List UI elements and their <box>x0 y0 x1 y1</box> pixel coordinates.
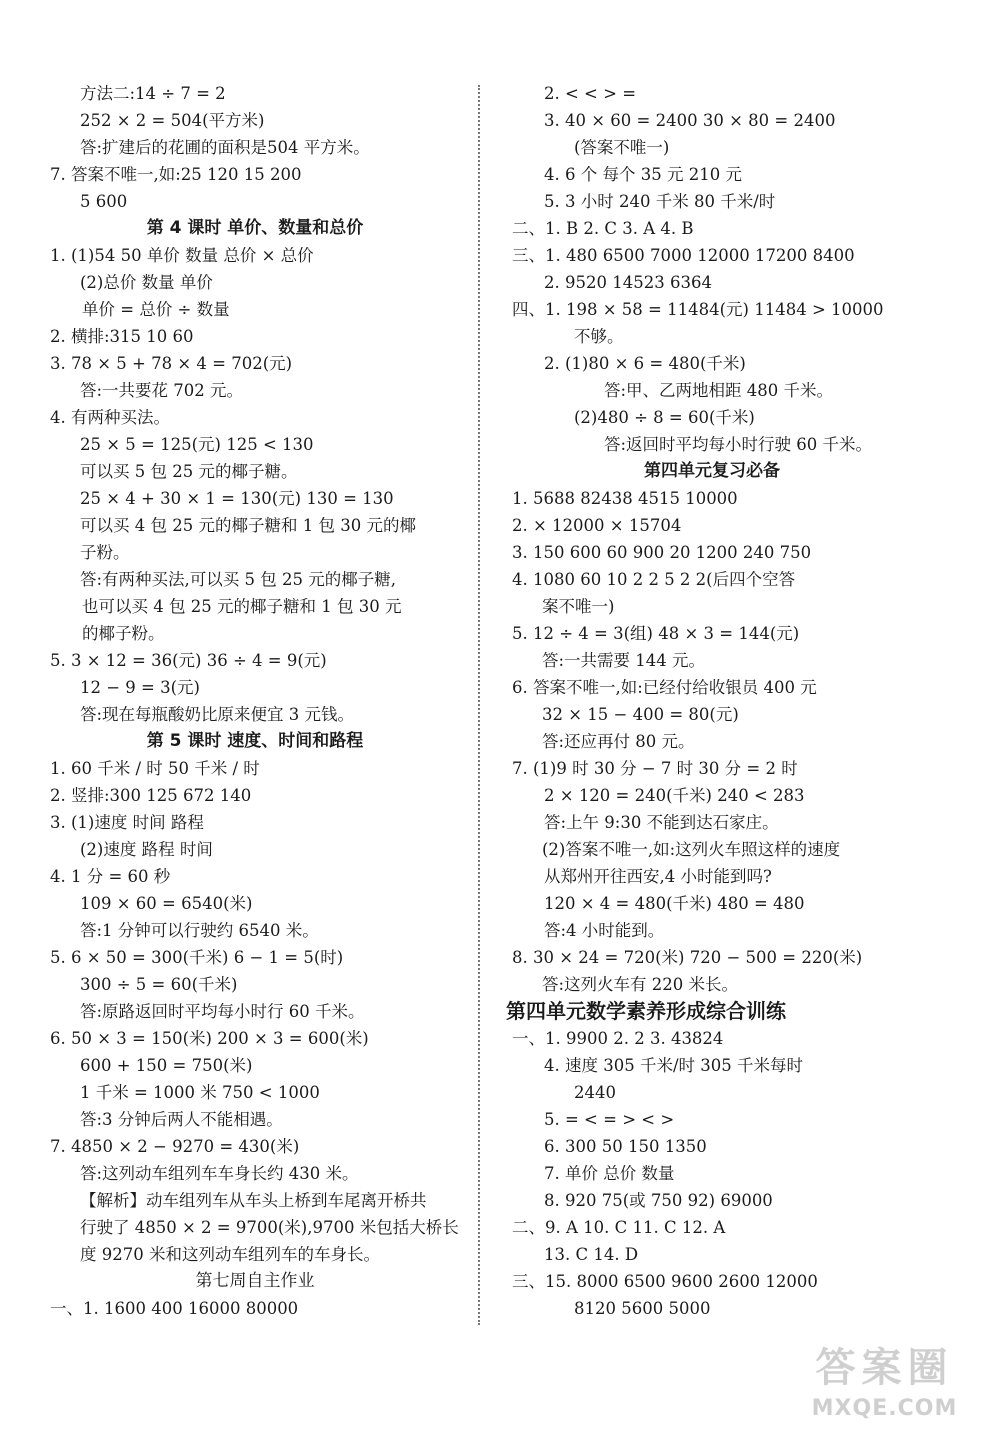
answer-line: 答:上午 9:30 不能到达石家庄。 <box>544 813 779 832</box>
answer-line: 300 ÷ 5 = 60(千米) <box>80 975 238 994</box>
answer-line: 4. 速度 305 千米/时 305 千米每时 <box>544 1056 804 1075</box>
answer-line: 三、15. 8000 6500 9600 2600 12000 <box>512 1272 818 1291</box>
answer-line: 25 × 5 = 125(元) 125 < 130 <box>80 435 314 454</box>
answer-line: 5. 3 小时 240 千米 80 千米/时 <box>544 192 776 211</box>
answer-line: 12 − 9 = 3(元) <box>80 678 200 697</box>
answer-line: 5 600 <box>80 192 128 211</box>
answer-line: 答:这列火车有 220 米长。 <box>542 975 739 994</box>
answer-line: 答:返回时平均每小时行驶 60 千米。 <box>604 435 873 454</box>
answer-line: 5. 3 × 12 = 36(元) 36 ÷ 4 = 9(元) <box>50 651 327 670</box>
answer-line: 2. × 12000 × 15704 <box>512 516 682 535</box>
answer-line: 度 9270 米和这列动车组列车的车身长。 <box>80 1245 380 1264</box>
answer-line: 4. 6 个 每个 35 元 210 元 <box>544 165 742 184</box>
answer-line: 二、1. B 2. C 3. A 4. B <box>512 219 694 238</box>
section-heading: 第四单元数学素养形成综合训练 <box>506 999 786 1023</box>
section-heading: 第 5 课时 速度、时间和路程 <box>146 731 364 751</box>
section-heading: 第四单元复习必备 <box>644 461 780 481</box>
answer-line: 6. 300 50 150 1350 <box>544 1137 707 1156</box>
answer-line: 2. < < > = <box>544 84 637 103</box>
answer-line: 从郑州开往西安,4 小时能到吗? <box>544 867 772 886</box>
answer-line: 8120 5600 5000 <box>574 1299 711 1318</box>
answer-line: 252 × 2 = 504(平方米) <box>80 111 265 130</box>
right-answer-column <box>506 80 912 1322</box>
answer-line: 2 × 120 = 240(千米) 240 < 283 <box>544 786 805 805</box>
answer-line: 【解析】动车组列车从车头上桥到车尾离开桥共 <box>80 1191 427 1210</box>
answer-line: 3. 150 600 60 900 20 1200 240 750 <box>512 543 812 562</box>
answer-line: 一、1. 9900 2. 2 3. 43824 <box>512 1029 724 1048</box>
answer-line: 二、9. A 10. C 11. C 12. A <box>512 1218 726 1237</box>
answer-line: 可以买 5 包 25 元的椰子糖。 <box>80 462 298 481</box>
answer-line: 的椰子粉。 <box>82 624 165 643</box>
answer-line: 6. 答案不唯一,如:已经付给收银员 400 元 <box>512 678 817 697</box>
answer-line: 答:一共需要 144 元。 <box>542 651 706 670</box>
answer-line: 3. (1)速度 时间 路程 <box>50 813 204 832</box>
column-divider <box>478 85 480 1325</box>
answer-line: 案不唯一) <box>542 597 615 616</box>
answer-line: 答:还应再付 80 元。 <box>542 732 695 751</box>
answer-line: (2)速度 路程 时间 <box>80 840 213 859</box>
answer-line: 6. 50 × 3 = 150(米) 200 × 3 = 600(米) <box>50 1029 369 1048</box>
answer-line: 不够。 <box>574 327 624 346</box>
answer-line: 1. (1)54 50 单价 数量 总价 × 总价 <box>50 246 314 265</box>
answer-line: 可以买 4 包 25 元的椰子糖和 1 包 30 元的椰 <box>80 516 416 535</box>
left-answer-column <box>50 80 460 1322</box>
answer-line: 也可以买 4 包 25 元的椰子糖和 1 包 30 元 <box>82 597 402 616</box>
answer-line: 行驶了 4850 × 2 = 9700(米),9700 米包括大桥长 <box>80 1218 459 1237</box>
answer-line: 方法二:14 ÷ 7 = 2 <box>80 84 226 103</box>
section-heading: 第 4 课时 单价、数量和总价 <box>146 218 364 238</box>
answer-line: 2. 9520 14523 6364 <box>544 273 712 292</box>
watermark-chinese: 答案圈 <box>815 1345 954 1391</box>
answer-line: 1 千米 = 1000 米 750 < 1000 <box>80 1083 320 1102</box>
answer-line: 答:有两种买法,可以买 5 包 25 元的椰子糖, <box>80 570 397 589</box>
answer-line: 三、1. 480 6500 7000 12000 17200 8400 <box>512 246 855 265</box>
answer-line: 答:这列动车组列车车身长约 430 米。 <box>80 1164 359 1183</box>
answer-line: 四、1. 198 × 58 = 11484(元) 11484 > 10000 <box>512 300 884 319</box>
answer-line: 答:一共要花 702 元。 <box>80 381 244 400</box>
answer-line: 120 × 4 = 480(千米) 480 = 480 <box>544 894 805 913</box>
answer-line: 2. 竖排:300 125 672 140 <box>50 786 252 805</box>
answer-line: 4. 1080 60 10 2 2 5 2 2(后四个空答 <box>512 570 796 589</box>
answer-line: 109 × 60 = 6540(米) <box>80 894 253 913</box>
answer-line: 32 × 15 − 400 = 80(元) <box>542 705 739 724</box>
answer-line: 1. 5688 82438 4515 10000 <box>512 489 738 508</box>
answer-line: (答案不唯一) <box>574 138 670 157</box>
section-heading: 第七周自主作业 <box>195 1271 315 1291</box>
answer-line: 8. 30 × 24 = 720(米) 720 − 500 = 220(米) <box>512 948 863 967</box>
answer-line: 7. (1)9 时 30 分 − 7 时 30 分 = 2 时 <box>512 759 798 778</box>
answer-line: 子粉。 <box>80 543 130 562</box>
answer-line: 答:甲、乙两地相距 480 千米。 <box>604 381 834 400</box>
watermark-logo <box>787 1342 982 1437</box>
answer-line: 600 + 150 = 750(米) <box>80 1056 253 1075</box>
answer-line: 3. 78 × 5 + 78 × 4 = 702(元) <box>50 354 293 373</box>
answer-line: 单价 = 总价 ÷ 数量 <box>82 300 230 319</box>
answer-line: 7. 4850 × 2 − 9270 = 430(米) <box>50 1137 300 1156</box>
answer-line: 25 × 4 + 30 × 1 = 130(元) 130 = 130 <box>80 489 394 508</box>
answer-line: 7. 单价 总价 数量 <box>544 1164 675 1183</box>
answer-line: 5. 6 × 50 = 300(千米) 6 − 1 = 5(时) <box>50 948 344 967</box>
answer-line: 1. 60 千米 / 时 50 千米 / 时 <box>50 759 260 778</box>
answer-line: 2. 横排:315 10 60 <box>50 327 194 346</box>
answer-line: 答:3 分钟后两人不能相遇。 <box>80 1110 283 1129</box>
watermark-domain: MXQE.COM <box>811 1396 958 1421</box>
answer-line: (2)总价 数量 单价 <box>80 273 213 292</box>
answer-line: 答:现在每瓶酸奶比原来便宜 3 元钱。 <box>80 705 355 724</box>
answer-line: 8. 920 75(或 750 92) 69000 <box>544 1191 773 1210</box>
answer-line: 7. 答案不唯一,如:25 120 15 200 <box>50 165 302 184</box>
answer-line: 5. = < = > < > <box>544 1110 675 1129</box>
answer-line: 4. 有两种买法。 <box>50 408 170 427</box>
answer-line: (2)480 ÷ 8 = 60(千米) <box>574 408 755 427</box>
answer-line: 答:原路返回时平均每小时行 60 千米。 <box>80 1002 365 1021</box>
answer-line: 3. 40 × 60 = 2400 30 × 80 = 2400 <box>544 111 836 130</box>
answer-line: 2440 <box>574 1083 616 1102</box>
answer-line: 答:扩建后的花圃的面积是504 平方米。 <box>80 138 370 157</box>
answer-line: 一、1. 1600 400 16000 80000 <box>50 1299 299 1318</box>
answer-line: 5. 12 ÷ 4 = 3(组) 48 × 3 = 144(元) <box>512 624 800 643</box>
answer-line: 13. C 14. D <box>544 1245 639 1264</box>
answer-line: 4. 1 分 = 60 秒 <box>50 867 171 886</box>
answer-line: 答:1 分钟可以行驶约 6540 米。 <box>80 921 319 940</box>
answer-line: 答:4 小时能到。 <box>544 921 665 940</box>
answer-line: 2. (1)80 × 6 = 480(千米) <box>544 354 746 373</box>
answer-line: (2)答案不唯一,如:这列火车照这样的速度 <box>542 840 841 859</box>
